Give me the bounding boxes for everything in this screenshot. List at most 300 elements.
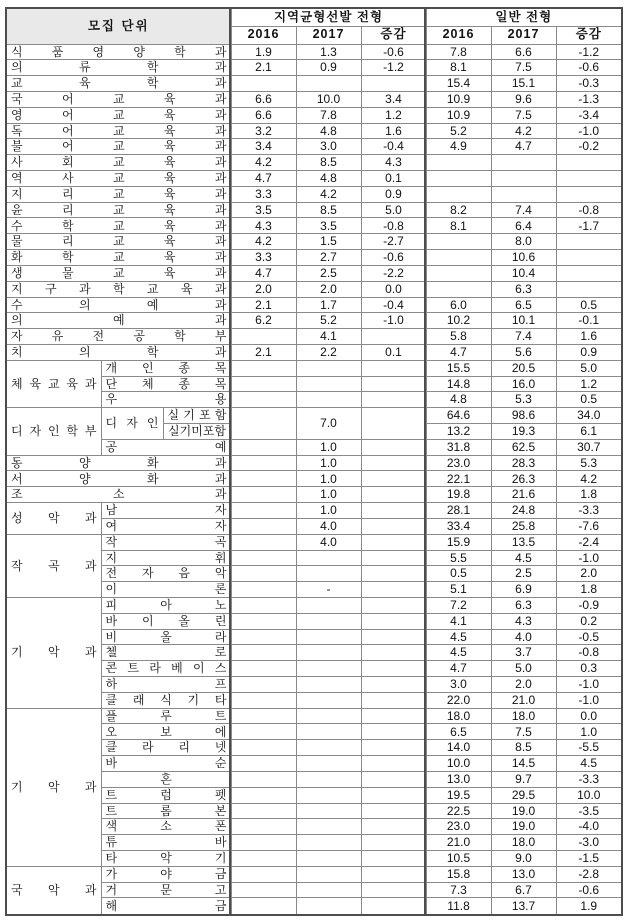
sub-category-cell: 클 래 식 기 타 [101, 692, 231, 708]
value-cell: 14.0 [426, 740, 491, 756]
value-cell: 2.2 [296, 344, 361, 360]
value-cell: 1.9 [556, 898, 622, 915]
value-cell [361, 850, 426, 866]
value-cell: -2.2 [361, 265, 426, 281]
value-cell: -0.8 [556, 202, 622, 218]
value-cell: 8.5 [296, 155, 361, 171]
value-cell: 1.7 [296, 297, 361, 313]
value-cell: 2.7 [296, 250, 361, 266]
value-cell: 1.0 [296, 503, 361, 519]
value-cell: 6.6 [231, 107, 296, 123]
table-row [6, 329, 622, 345]
value-cell: 4.7 [231, 265, 296, 281]
value-cell: 19.8 [426, 487, 491, 503]
value-cell: 6.3 [491, 281, 556, 297]
table-row [6, 202, 622, 218]
value-cell: 4.8 [426, 392, 491, 408]
value-cell: -1.0 [556, 123, 622, 139]
value-cell: 1.6 [361, 123, 426, 139]
table-row [6, 344, 622, 360]
value-cell: 5.8 [426, 329, 491, 345]
value-cell [426, 281, 491, 297]
value-cell: 4.0 [296, 518, 361, 534]
value-cell: 22.5 [426, 803, 491, 819]
value-cell: -0.4 [361, 139, 426, 155]
dept-group-cell: 체 육 교 육 과 [6, 360, 101, 407]
value-cell [556, 186, 622, 202]
value-cell [231, 692, 296, 708]
value-cell: 29.5 [491, 787, 556, 803]
value-cell [231, 708, 296, 724]
table-row [6, 534, 622, 550]
sub-category-cell: 남 자 [101, 503, 231, 519]
value-cell: -3.3 [556, 503, 622, 519]
value-cell: 4.8 [296, 171, 361, 187]
table-body [6, 44, 622, 915]
value-cell [361, 771, 426, 787]
value-cell: 4.5 [491, 550, 556, 566]
value-cell: 33.4 [426, 518, 491, 534]
value-cell [361, 518, 426, 534]
sub-category-cell: 튜 바 [101, 835, 231, 851]
sub-category-cell: 지 휘 [101, 550, 231, 566]
value-cell: 13.2 [426, 424, 491, 440]
value-cell [231, 771, 296, 787]
value-cell: 4.1 [426, 613, 491, 629]
value-cell: -0.4 [361, 297, 426, 313]
value-cell: 5.0 [491, 661, 556, 677]
value-cell [231, 645, 296, 661]
value-cell [296, 392, 361, 408]
value-cell [231, 503, 296, 519]
table-row [6, 487, 622, 503]
value-cell: 10.0 [556, 787, 622, 803]
value-cell: 64.6 [426, 408, 491, 424]
value-cell: 0.5 [556, 297, 622, 313]
value-cell: -7.6 [556, 518, 622, 534]
sub-category-cell: 이 론 [101, 582, 231, 598]
value-cell: 2.5 [491, 566, 556, 582]
value-cell [231, 550, 296, 566]
unit-section-divider-line [229, 7, 231, 916]
value-cell: -0.8 [361, 218, 426, 234]
dept-group-cell: 국 악 과 [6, 866, 101, 915]
value-cell: 2.0 [296, 281, 361, 297]
value-cell: -0.9 [556, 597, 622, 613]
value-cell: 4.7 [426, 344, 491, 360]
value-cell: 5.0 [361, 202, 426, 218]
value-cell: 5.2 [426, 123, 491, 139]
table-row [6, 503, 622, 519]
value-cell: 3.4 [361, 91, 426, 107]
sub-category-cell: 피 아 노 [101, 597, 231, 613]
value-cell: -0.2 [556, 139, 622, 155]
value-cell: 8.1 [426, 218, 491, 234]
value-cell: 0.5 [556, 392, 622, 408]
value-cell [361, 692, 426, 708]
value-cell [231, 724, 296, 740]
table-row [6, 218, 622, 234]
value-cell: 4.7 [426, 661, 491, 677]
value-cell: 6.7 [491, 882, 556, 898]
header-general-2016: 2016 [426, 26, 491, 44]
table-row [6, 91, 622, 107]
value-cell [231, 439, 296, 455]
value-cell: 15.5 [426, 360, 491, 376]
value-cell [296, 360, 361, 376]
value-cell [426, 265, 491, 281]
value-cell: 18.0 [491, 835, 556, 851]
value-cell [296, 803, 361, 819]
value-cell [231, 329, 296, 345]
value-cell: 3.3 [231, 250, 296, 266]
value-cell [231, 866, 296, 882]
sub-category-cell: 디 자 인 [101, 408, 163, 440]
value-cell [296, 850, 361, 866]
value-cell: 4.2 [556, 471, 622, 487]
sub-category-cell: 클 라 리 넷 [101, 740, 231, 756]
value-cell: -1.5 [556, 850, 622, 866]
sub-category-cell: 실기미포함 [163, 424, 231, 440]
dept-name-cell: 의 류 학 과 [6, 60, 231, 76]
value-cell [361, 597, 426, 613]
value-cell: -1.7 [556, 218, 622, 234]
sub-category-cell: 우 용 [101, 392, 231, 408]
value-cell: 4.7 [491, 139, 556, 155]
value-cell [426, 155, 491, 171]
value-cell [361, 819, 426, 835]
value-cell [556, 265, 622, 281]
value-cell: -0.6 [556, 60, 622, 76]
value-cell [231, 629, 296, 645]
value-cell: 4.9 [426, 139, 491, 155]
value-cell: 10.1 [491, 313, 556, 329]
value-cell [296, 898, 361, 915]
value-cell: 0.1 [361, 344, 426, 360]
value-cell: 10.0 [426, 756, 491, 772]
header-general-change: 증감 [556, 26, 622, 44]
value-cell [361, 76, 426, 92]
value-cell: 10.9 [426, 107, 491, 123]
value-cell [296, 756, 361, 772]
value-cell: 5.3 [556, 455, 622, 471]
value-cell: 5.0 [556, 360, 622, 376]
value-cell: 0.9 [556, 344, 622, 360]
value-cell [296, 376, 361, 392]
value-cell: 2.0 [491, 677, 556, 693]
value-cell [361, 835, 426, 851]
value-cell [361, 455, 426, 471]
dept-group-cell: 기 악 과 [6, 708, 101, 866]
value-cell [361, 471, 426, 487]
value-cell: 4.2 [231, 234, 296, 250]
dept-name-cell: 치 의 학 과 [6, 344, 231, 360]
value-cell [231, 392, 296, 408]
value-cell: 20.5 [491, 360, 556, 376]
value-cell [361, 582, 426, 598]
value-cell: 5.1 [426, 582, 491, 598]
value-cell [296, 882, 361, 898]
sub-category-cell: 거 문 고 [101, 882, 231, 898]
value-cell: -3.0 [556, 835, 622, 851]
value-cell: 13.0 [426, 771, 491, 787]
value-cell [361, 661, 426, 677]
value-cell: 21.0 [491, 692, 556, 708]
value-cell [296, 550, 361, 566]
value-cell [296, 724, 361, 740]
value-cell: -1.3 [556, 91, 622, 107]
sub-category-cell: 단 체 종 목 [101, 376, 231, 392]
value-cell: 2.0 [556, 566, 622, 582]
value-cell [361, 708, 426, 724]
value-cell [296, 771, 361, 787]
value-cell: 7.5 [491, 724, 556, 740]
sub-category-cell: 비 올 라 [101, 629, 231, 645]
value-cell: - [296, 582, 361, 598]
value-cell [231, 360, 296, 376]
value-cell [491, 171, 556, 187]
value-cell [491, 155, 556, 171]
value-cell: -0.1 [556, 313, 622, 329]
value-cell: 1.0 [556, 724, 622, 740]
value-cell: 8.0 [491, 234, 556, 250]
value-cell: -1.2 [556, 44, 622, 60]
value-cell: 2.0 [231, 281, 296, 297]
dept-name-cell: 불 어 교 육 과 [6, 139, 231, 155]
header-row-groups [6, 8, 622, 26]
value-cell [296, 645, 361, 661]
value-cell: 4.3 [231, 218, 296, 234]
value-cell: 8.1 [426, 60, 491, 76]
sub-category-cell: 실 기 포 함 [163, 408, 231, 424]
table-row [6, 265, 622, 281]
dept-name-cell: 역 사 교 육 과 [6, 171, 231, 187]
value-cell: 1.9 [231, 44, 296, 60]
dept-group-cell: 작 곡 과 [6, 534, 101, 597]
value-cell: -4.0 [556, 819, 622, 835]
value-cell [556, 250, 622, 266]
value-cell: 24.8 [491, 503, 556, 519]
value-cell: 4.0 [491, 629, 556, 645]
header-regional-change: 증감 [361, 26, 426, 44]
value-cell: 4.3 [491, 613, 556, 629]
table-row [6, 155, 622, 171]
value-cell: -1.0 [556, 692, 622, 708]
sub-category-cell: 해 금 [101, 898, 231, 915]
value-cell: -5.5 [556, 740, 622, 756]
value-cell: 3.2 [231, 123, 296, 139]
dept-name-cell: 수 의 예 과 [6, 297, 231, 313]
value-cell [426, 250, 491, 266]
value-cell: 10.6 [491, 250, 556, 266]
value-cell: 1.2 [556, 376, 622, 392]
value-cell [361, 629, 426, 645]
sub-category-cell: 바 순 [101, 756, 231, 772]
value-cell: 0.3 [556, 661, 622, 677]
value-cell: 5.2 [296, 313, 361, 329]
dept-name-cell: 교 육 학 과 [6, 76, 231, 92]
value-cell [296, 597, 361, 613]
value-cell: 4.5 [426, 629, 491, 645]
value-cell [296, 708, 361, 724]
value-cell: 7.3 [426, 882, 491, 898]
value-cell: 16.0 [491, 376, 556, 392]
sub-category-cell: 혼 [101, 771, 231, 787]
value-cell: 4.2 [491, 123, 556, 139]
value-cell [296, 692, 361, 708]
value-cell: 98.6 [491, 408, 556, 424]
value-cell: 4.3 [361, 155, 426, 171]
value-cell: 13.0 [491, 866, 556, 882]
value-cell: -0.6 [361, 250, 426, 266]
value-cell: 10.9 [426, 91, 491, 107]
value-cell: -0.3 [556, 76, 622, 92]
value-cell [296, 677, 361, 693]
sub-category-cell: 트 럼 펫 [101, 787, 231, 803]
table-row [6, 360, 622, 376]
value-cell: 1.2 [361, 107, 426, 123]
value-cell: 21.0 [426, 835, 491, 851]
header-regional-2017: 2017 [296, 26, 361, 44]
value-cell [231, 787, 296, 803]
value-cell: -2.8 [556, 866, 622, 882]
value-cell: 0.9 [361, 186, 426, 202]
value-cell: 6.9 [491, 582, 556, 598]
value-cell: 7.8 [296, 107, 361, 123]
sub-category-cell: 타 악 기 [101, 850, 231, 866]
value-cell: -1.0 [556, 550, 622, 566]
value-cell [231, 471, 296, 487]
value-cell [361, 392, 426, 408]
dept-name-cell: 지 리 교 육 과 [6, 186, 231, 202]
value-cell: 11.8 [426, 898, 491, 915]
value-cell [361, 503, 426, 519]
value-cell [231, 376, 296, 392]
value-cell: 19.0 [491, 819, 556, 835]
value-cell: 4.2 [296, 186, 361, 202]
value-cell [296, 740, 361, 756]
value-cell: -0.6 [361, 44, 426, 60]
value-cell: 34.0 [556, 408, 622, 424]
value-cell: 5.6 [491, 344, 556, 360]
value-cell: 10.2 [426, 313, 491, 329]
value-cell [361, 645, 426, 661]
table-row [6, 171, 622, 187]
table-row [6, 866, 622, 882]
header-regional-2016: 2016 [231, 26, 296, 44]
value-cell: 10.0 [296, 91, 361, 107]
value-cell [361, 724, 426, 740]
value-cell [231, 803, 296, 819]
sub-category-cell: 색 소 폰 [101, 819, 231, 835]
value-cell: 19.5 [426, 787, 491, 803]
value-cell [231, 455, 296, 471]
value-cell: 4.2 [231, 155, 296, 171]
value-cell [231, 740, 296, 756]
value-cell: 2.5 [296, 265, 361, 281]
table-row [6, 408, 622, 424]
value-cell [296, 661, 361, 677]
table-row [6, 107, 622, 123]
value-cell [231, 898, 296, 915]
value-cell: -1.2 [361, 60, 426, 76]
dept-name-cell: 지 구 과 학 교 육 과 [6, 281, 231, 297]
table-row [6, 186, 622, 202]
value-cell: 18.0 [426, 708, 491, 724]
value-cell [296, 819, 361, 835]
value-cell [361, 360, 426, 376]
table-row [6, 234, 622, 250]
dept-name-cell: 화 학 교 육 과 [6, 250, 231, 266]
value-cell: 1.6 [556, 329, 622, 345]
value-cell: 19.3 [491, 424, 556, 440]
value-cell [231, 613, 296, 629]
value-cell: 2.1 [231, 60, 296, 76]
value-cell: -3.3 [556, 771, 622, 787]
value-cell: 3.0 [296, 139, 361, 155]
value-cell [556, 155, 622, 171]
dept-name-cell: 동 양 화 과 [6, 455, 231, 471]
dept-name-cell: 서 양 화 과 [6, 471, 231, 487]
value-cell [361, 329, 426, 345]
value-cell: 25.8 [491, 518, 556, 534]
value-cell [231, 566, 296, 582]
dept-name-cell: 수 학 교 육 과 [6, 218, 231, 234]
value-cell [231, 408, 296, 440]
value-cell: 13.5 [491, 534, 556, 550]
value-cell: 6.0 [426, 297, 491, 313]
value-cell: 15.1 [491, 76, 556, 92]
value-cell: 1.0 [296, 487, 361, 503]
header-general-group-cell: 일반 전형 [426, 8, 622, 26]
value-cell [296, 629, 361, 645]
value-cell: 31.8 [426, 439, 491, 455]
value-cell [361, 487, 426, 503]
value-cell: 4.5 [426, 645, 491, 661]
value-cell: 8.2 [426, 202, 491, 218]
value-cell: 15.8 [426, 866, 491, 882]
value-cell: 28.3 [491, 455, 556, 471]
sub-category-cell: 바 이 올 린 [101, 613, 231, 629]
dept-name-cell: 의 예 과 [6, 313, 231, 329]
value-cell: 22.0 [426, 692, 491, 708]
sub-category-cell: 플 루 트 [101, 708, 231, 724]
value-cell: 7.5 [491, 107, 556, 123]
table-row [6, 471, 622, 487]
sub-category-cell: 여 자 [101, 518, 231, 534]
table-row [6, 297, 622, 313]
value-cell: 6.2 [231, 313, 296, 329]
value-cell: 6.5 [426, 724, 491, 740]
value-cell: 22.1 [426, 471, 491, 487]
value-cell: 7.0 [296, 408, 361, 440]
value-cell: -0.5 [556, 629, 622, 645]
value-cell [361, 803, 426, 819]
sub-category-cell: 전 자 음 악 [101, 566, 231, 582]
value-cell [556, 234, 622, 250]
dept-name-cell: 물 리 교 육 과 [6, 234, 231, 250]
value-cell [361, 866, 426, 882]
dept-name-cell: 조 소 과 [6, 487, 231, 503]
table-row [6, 313, 622, 329]
dept-name-cell: 영 어 교 육 과 [6, 107, 231, 123]
value-cell: -2.7 [361, 234, 426, 250]
sub-category-cell: 트 롬 본 [101, 803, 231, 819]
value-cell: -0.8 [556, 645, 622, 661]
value-cell [426, 234, 491, 250]
table-row [6, 455, 622, 471]
value-cell: 19.0 [491, 803, 556, 819]
